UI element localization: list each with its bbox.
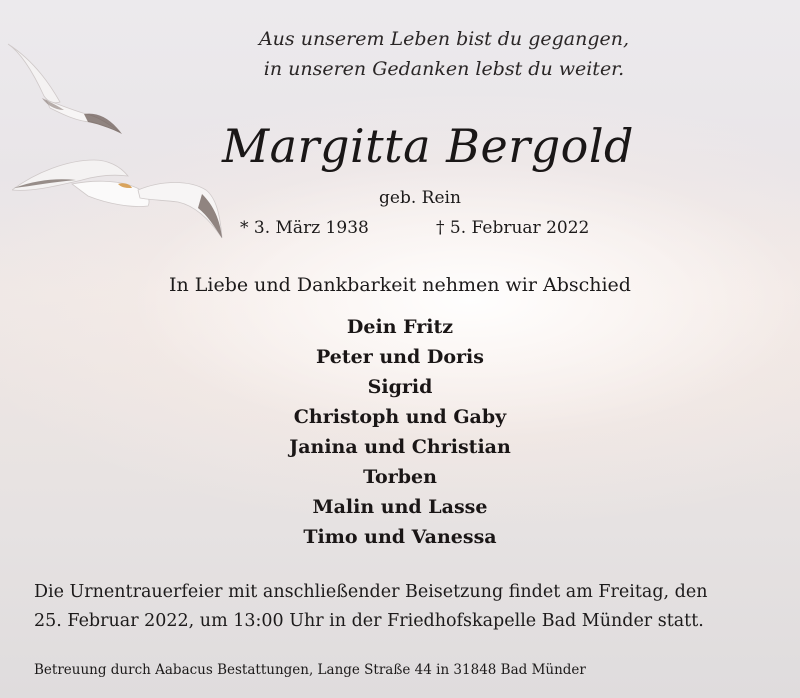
ceremony-line: Die Urnentrauerfeier mit anschließender Beisetzung findet am Freitag, den [34, 582, 708, 602]
farewell-text: In Liebe und Dankbarkeit nehmen wir Abschied [169, 274, 631, 296]
birth-date: * 3. März 1938 [240, 218, 369, 238]
maiden-name: geb. Rein [379, 188, 461, 208]
deceased-name: Margitta Bergold [221, 119, 634, 173]
ceremony-info [34, 578, 774, 636]
mourner-name: Malin und Lasse [312, 496, 488, 518]
death-date: † 5. Februar 2022 [436, 218, 590, 238]
mourner-name: Dein Fritz [346, 316, 454, 338]
motto [0, 24, 800, 84]
mourner-name: Torben [363, 466, 437, 488]
motto-line: in unseren Gedanken lebst du weiter. [263, 58, 625, 80]
mourner-name: Peter und Doris [316, 346, 484, 368]
undertaker-info: Betreuung durch Aabacus Bestattungen, Lange Straße 44 in 31848 Bad Münder [34, 662, 586, 678]
ceremony-line: 25. Februar 2022, um 13:00 Uhr in der Friedhofskapelle Bad Münder statt. [34, 611, 704, 631]
mourner-name: Sigrid [367, 376, 433, 398]
motto-line: Aus unserem Leben bist du gegangen, [258, 28, 630, 50]
mourner-name: Christoph und Gaby [293, 406, 507, 428]
mourners-list [0, 312, 800, 552]
mourner-name: Timo und Vanessa [303, 526, 497, 548]
mourner-name: Janina und Christian [289, 436, 511, 458]
